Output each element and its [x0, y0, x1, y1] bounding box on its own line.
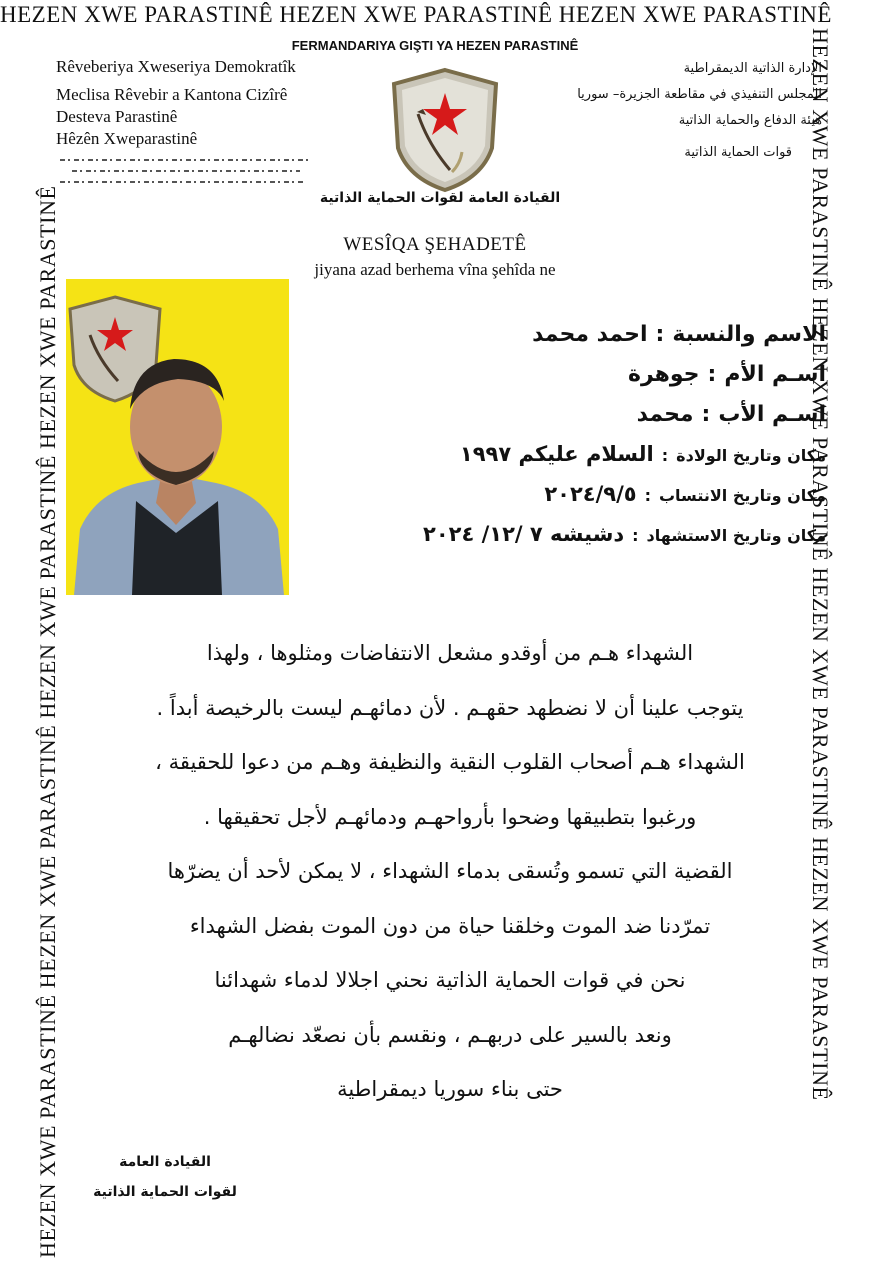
tribute-line: ونعد بالسير على دربهـم ، ونقسم بأن نصعّد نضالهـم	[228, 1022, 672, 1047]
field-label: مكان وتاريخ الاستشهاد	[646, 526, 826, 545]
field-value: احمد محمد	[532, 322, 648, 347]
kurdish-line: Hêzên Xweparastinê	[56, 129, 198, 148]
tribute-line: نحن في قوات الحماية الذاتية نحني اجلالا لدماء شهدائنا	[214, 968, 686, 992]
field-label: اسـم الأب	[718, 402, 826, 427]
kurdish-header	[56, 56, 296, 150]
personal-details	[306, 322, 826, 562]
signature-block	[70, 1147, 260, 1207]
arabic-line: قوات الحماية الذاتية	[684, 145, 792, 160]
field-separator: :	[644, 486, 651, 505]
signature-line: القيادة العامة	[119, 1154, 211, 1170]
field-label: اسـم الأم	[724, 362, 826, 387]
field-value: دشيشه ٧ /١٢/ ٢٠٢٤	[423, 522, 625, 546]
syriac-script-lines	[60, 150, 320, 192]
field-label: الاسم والنسبة	[672, 322, 826, 347]
certificate-subtitle: jiyana azad berhema vîna şehîda ne	[314, 260, 556, 279]
field-value: ٢٠٢٤/٩/٥	[544, 482, 637, 506]
border-left-text: HEZEN XWE PARASTINÊ HEZEN XWE PARASTINÊ HEZEN XWE PARASTINÊ HEZEN XWE PARASTINÊ	[35, 185, 60, 1258]
field-label: مكان وتاريخ الولادة	[676, 446, 826, 465]
field-name	[306, 322, 826, 362]
arabic-line: هيئة الدفاع والحماية الذاتية	[678, 113, 822, 128]
field-enlistment	[306, 482, 826, 522]
tribute-line: الشهداء هـم أصحاب القلوب النقية والنظيفة وهـم من دعوا للحقيقة ،	[155, 750, 745, 774]
tribute-line: القضية التي تسمو وتُسقى بدماء الشهداء ، لا يمكن لأحد أن يضرّها	[167, 859, 733, 883]
kurdish-line: Rêveberiya Xweseriya Demokratîk	[56, 57, 296, 76]
certificate-title: WESÎQA ŞEHADETÊ	[343, 234, 527, 255]
field-birth	[306, 442, 826, 482]
border-top-text: HEZEN XWE PARASTINÊ HEZEN XWE PARASTINÊ HEZEN XWE PARASTINÊ	[0, 2, 832, 27]
tribute-line: تمرّدنا ضد الموت وخلقنا حياة من دون الموت بفضل الشهداء	[189, 913, 711, 938]
field-label: مكان وتاريخ الانتساب	[658, 486, 826, 505]
kurdish-line: Meclisa Rêvebir a Kantona Cizîrê	[56, 85, 288, 104]
arabic-line: المجلس التنفيذي في مقاطعة الجزيرة– سوريا	[577, 87, 822, 102]
field-value: السلام عليكم ١٩٩٧	[459, 442, 654, 466]
tribute-line: يتوجب علينا أن لا نضطهد حقهـم . لأن دمائهـم ليست بالرخيصة أبداً .	[156, 695, 744, 720]
command-title: FERMANDARIYA GIŞTI YA HEZEN PARASTINÊ	[291, 38, 579, 53]
kurdish-line: Desteva Parastinê	[56, 107, 178, 126]
martyrs-tribute-text	[100, 626, 800, 1117]
arabic-line: الإدارة الذاتية الديمقراطية	[683, 61, 822, 76]
shield-red-star-sword-icon	[388, 66, 502, 194]
field-separator: :	[701, 402, 711, 427]
martyr-photo	[66, 279, 289, 595]
field-father-name	[306, 402, 826, 442]
tribute-line: حتى بناء سوريا ديمقراطية	[337, 1077, 563, 1101]
field-mother-name	[306, 362, 826, 402]
field-martyrdom	[306, 522, 826, 562]
certificate-title-block	[0, 234, 870, 280]
field-separator: :	[632, 526, 639, 545]
tribute-line: الشهداء هـم من أوقدو مشعل الانتفاضات ومثلوها ، ولهذا	[206, 641, 694, 665]
signature-line: لقوات الحماية الذاتية	[93, 1184, 237, 1200]
field-value: محمد	[636, 402, 694, 427]
person-portrait-icon	[66, 279, 289, 595]
border-right-text: HEZEN XWE PARASTINÊ HEZEN XWE PARASTINÊ HEZEN XWE PARASTINÊ HEZEN XWE PARASTINÊ	[808, 28, 833, 1101]
field-separator: :	[707, 362, 717, 387]
field-separator: :	[655, 322, 665, 347]
arabic-header	[522, 56, 822, 166]
arabic-command-title: القيادة العامة لقوات الحماية الذاتية	[319, 190, 561, 206]
tribute-line: ورغبوا بتطبيقها وضحوا بأرواحهـم ودمائهـم لأجل تحقيقها .	[203, 804, 697, 829]
field-separator: :	[661, 446, 669, 465]
field-value: جوهرة	[627, 362, 700, 387]
